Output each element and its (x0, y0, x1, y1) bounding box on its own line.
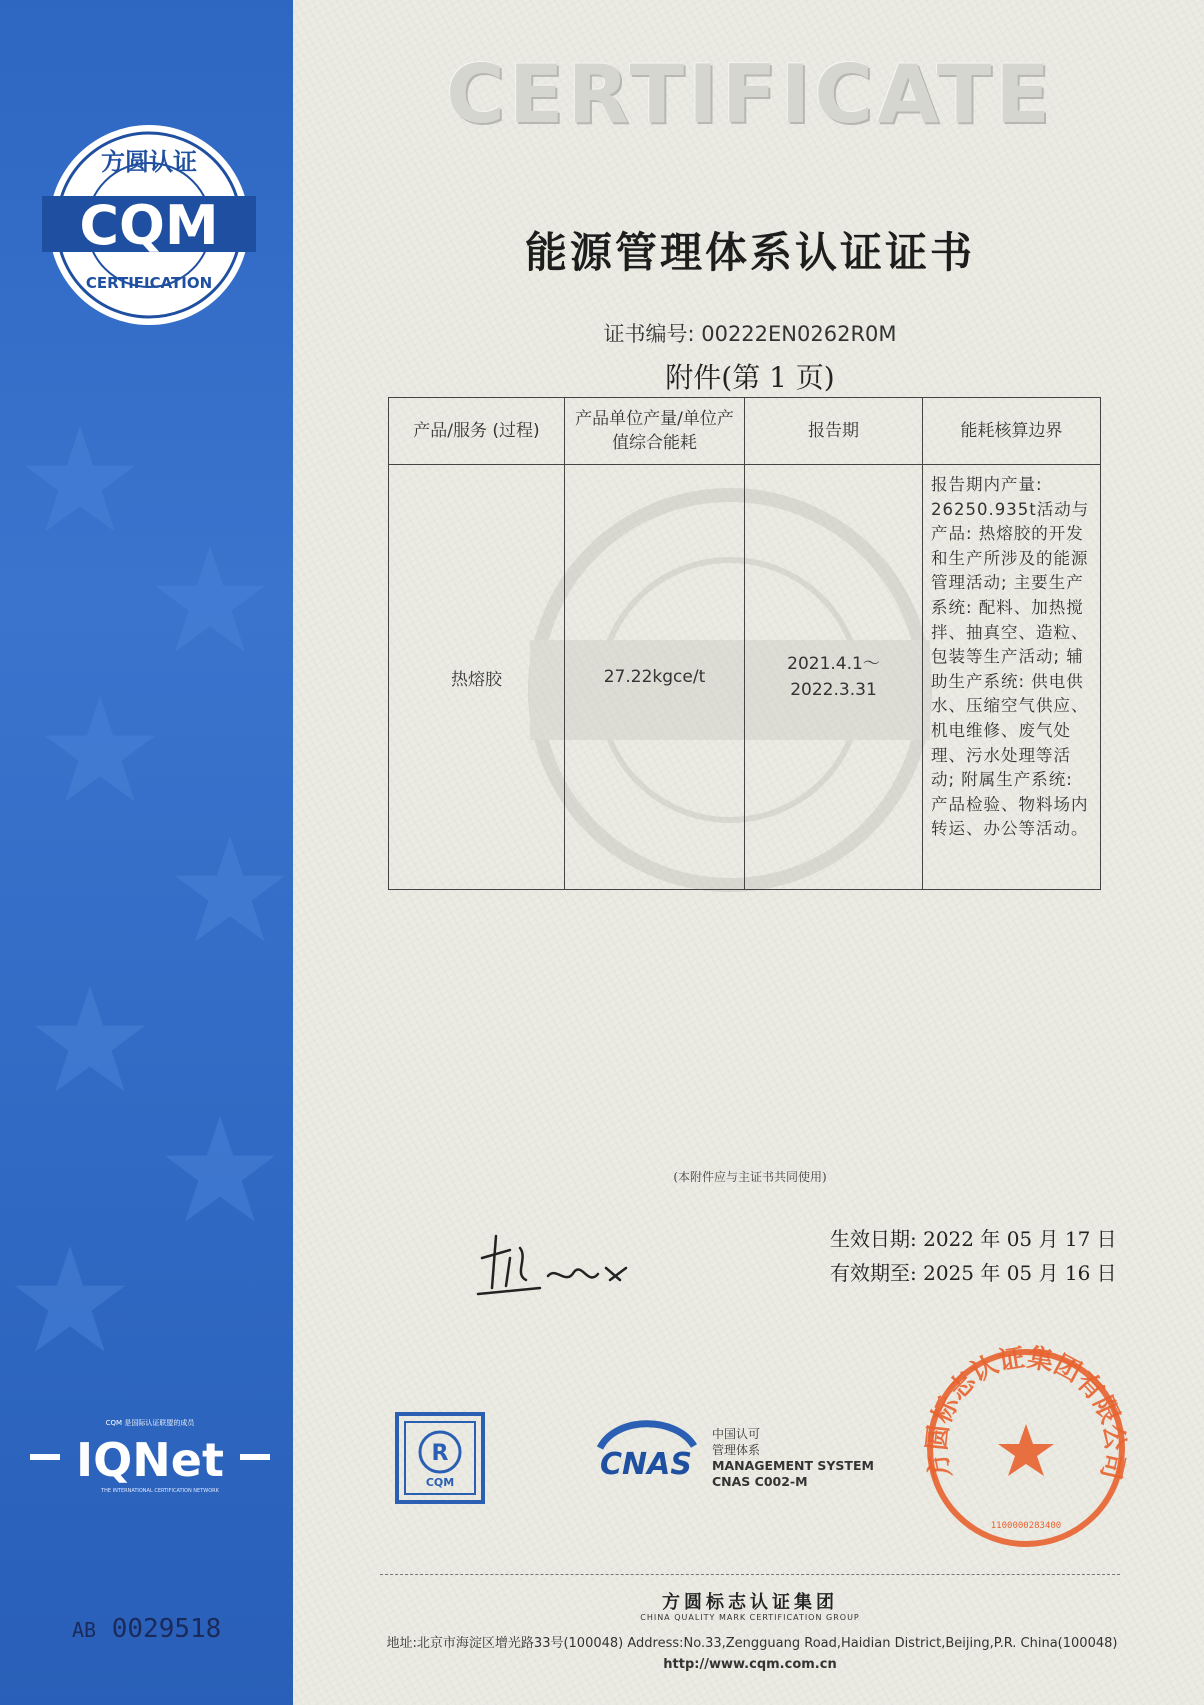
svg-text:CNAS: CNAS (600, 1447, 692, 1482)
website-link[interactable]: http://www.cqm.com.cn (663, 1657, 837, 1672)
iqnet-caption: CQM 是国际认证联盟的成员 (105, 1419, 195, 1427)
expiry-date: 有效期至: 2025 年 05 月 16 日 (830, 1261, 1117, 1285)
certificate-number: 证书编号: 00222EN0262R0M (603, 322, 897, 346)
cnas-accreditation (712, 1426, 874, 1490)
star-icon (40, 690, 160, 810)
star-icon (160, 1110, 280, 1230)
svg-text:R: R (431, 1441, 449, 1466)
svg-text:方圆认证: 方圆认证 (101, 148, 197, 176)
organization-name: 方圆标志认证集团 (662, 1592, 838, 1613)
organization-address: 地址:北京市海淀区增光路33号(100048) Address:No.33,Zengguang Road,Haidian District,Beijing,P.R. China(100048) (386, 1636, 1118, 1651)
star-icon (10, 1240, 130, 1360)
company-seal (920, 1342, 1132, 1554)
validity-dates (830, 1222, 1117, 1290)
product-cell: 热熔胶 (389, 465, 565, 890)
period-start: 2021.4.1～ (787, 654, 880, 674)
star-icon (150, 540, 270, 660)
cqm-logo (38, 120, 260, 330)
serial-prefix: AB (72, 1618, 97, 1642)
table-row (389, 465, 1101, 890)
svg-text:CERTIFICATION: CERTIFICATION (85, 274, 213, 292)
table-header-row (389, 398, 1101, 465)
annex-label: 附件(第 1 页) (665, 361, 835, 394)
cnas-line: MANAGEMENT SYSTEM (712, 1458, 874, 1473)
star-icon (20, 420, 140, 540)
cnas-line: 中国认可 (712, 1427, 761, 1441)
cnas-line: 管理体系 (712, 1443, 761, 1457)
column-header: 产品/服务 (过程) (389, 398, 565, 465)
energy-table (388, 397, 1101, 890)
cnas-line: CNAS C002-M (712, 1474, 808, 1489)
iqnet-logo (30, 1430, 270, 1490)
serial-number (72, 1614, 221, 1644)
svg-text:IQNet: IQNet (76, 1433, 224, 1487)
star-icon (170, 830, 290, 950)
period-end: 2022.3.31 (790, 680, 877, 700)
blue-side-band (0, 0, 293, 1705)
serial-digits: 0029518 (111, 1614, 222, 1644)
iqnet-subtitle: THE INTERNATIONAL CERTIFICATION NETWORK (101, 1488, 219, 1494)
cnas-logo (586, 1418, 706, 1498)
r-mark-logo (395, 1412, 485, 1504)
svg-text:1100000283400: 1100000283400 (990, 1521, 1062, 1531)
energy-cell: 27.22kgce/t (565, 465, 745, 890)
annex-note: (本附件应与主证书共同使用) (673, 1170, 827, 1184)
certificate-heading: CERTIFICATE (446, 48, 1054, 141)
column-header: 产品单位产量/单位产值综合能耗 (565, 398, 745, 465)
svg-text:CQM: CQM (79, 194, 219, 257)
period-cell (745, 465, 923, 890)
issue-date: 生效日期: 2022 年 05 月 17 日 (830, 1227, 1117, 1251)
svg-text:方圆标志认证集团有限公司: 方圆标志认证集团有限公司 (922, 1343, 1130, 1483)
star-icon (30, 980, 150, 1100)
boundary-cell: 报告期内产量: 26250.935t活动与产品: 热熔胶的开发和生产所涉及的能源管理活动; 主要生产系统: 配料、加热搅拌、抽真空、造粒、包装等生产活动; 辅助生产系统: 供电供水、压缩空气供应、机电维修、废气处理、污水处理等活动; 附属生产系统: 产品检验、物料场内转运、办公等活动。 (923, 465, 1101, 890)
page-title: 能源管理体系认证证书 (524, 228, 975, 277)
organization-name-en: CHINA QUALITY MARK CERTIFICATION GROUP (640, 1613, 860, 1622)
signature (470, 1228, 650, 1308)
column-header: 报告期 (745, 398, 923, 465)
column-header: 能耗核算边界 (923, 398, 1101, 465)
footer-divider (380, 1574, 1120, 1575)
svg-text:CQM: CQM (425, 1476, 455, 1489)
